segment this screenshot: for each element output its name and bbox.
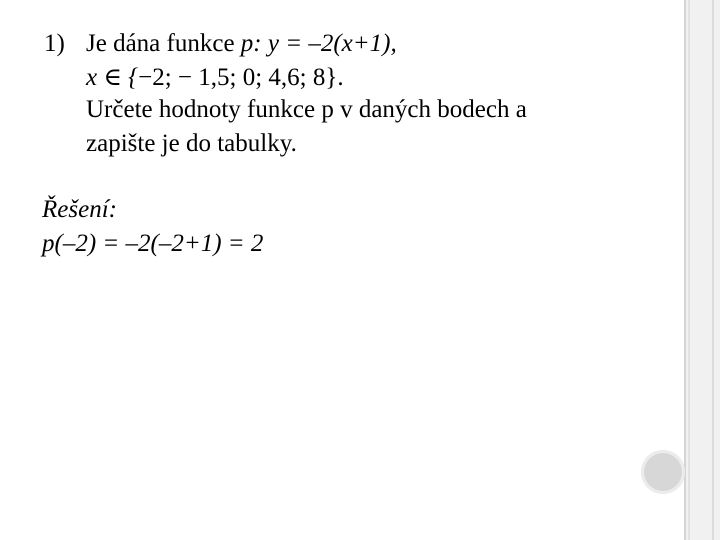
solution-heading: Řešení: xyxy=(42,196,117,223)
frame-line xyxy=(688,0,690,540)
task-number: 1) xyxy=(44,30,65,57)
task-line-1-text: Je dána funkce xyxy=(86,30,241,57)
task-line-3: Určete hodnoty funkce p v daných bodech a xyxy=(86,96,527,123)
frame-line xyxy=(684,0,686,540)
function-definition: p: y = –2(x+1), xyxy=(240,30,397,57)
domain-values: −2; − 1,5; 0; 4,6; 8}. xyxy=(138,64,344,91)
solution-line-1: p(–2) = –2(–2+1) = 2 xyxy=(42,230,264,257)
task-line-4: zapište je do tabulky. xyxy=(86,130,297,157)
task-line-1 xyxy=(86,28,397,60)
task-line-2 xyxy=(86,62,344,94)
domain-prefix: x ∈ { xyxy=(86,64,139,91)
frame-line xyxy=(712,0,714,540)
